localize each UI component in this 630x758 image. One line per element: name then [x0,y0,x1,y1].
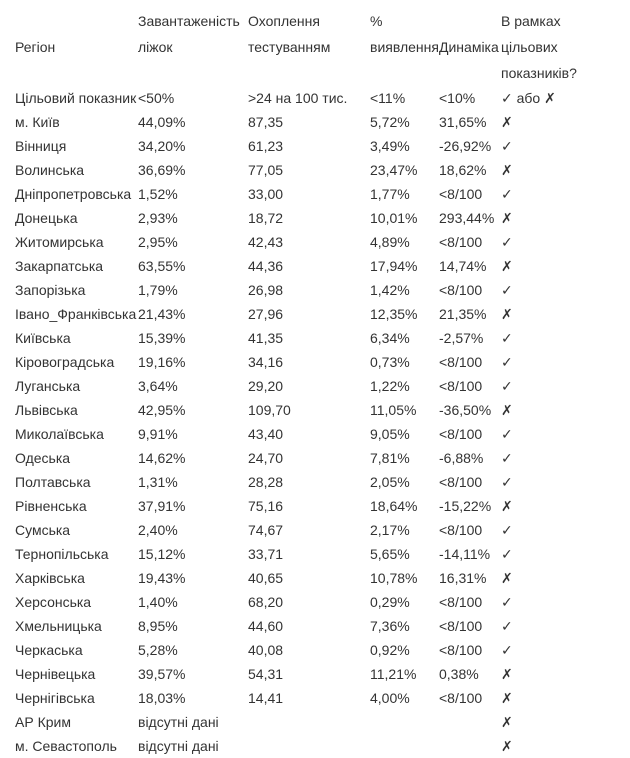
cell-testing-coverage: 18,72 [248,210,284,226]
cell-status: ✗ [501,690,513,706]
cell-status: ✓ [501,378,513,394]
cell-status: ✓ [501,522,513,538]
cell-region: Харківська [15,570,85,586]
cell-detection-rate: 7,36% [370,618,410,634]
cell-testing-coverage: 41,35 [248,330,284,346]
table-row [15,734,611,758]
cell-dynamics: <8/100 [439,234,483,250]
cell-status: ✗ [501,498,513,514]
cell-status: ✓ [501,186,513,202]
cell-dynamics: <8/100 [439,354,483,370]
cell-bed-occupancy: відсутні дані [138,714,219,730]
cell-detection-rate: 7,81% [370,450,410,466]
cell-dynamics: <8/100 [439,186,483,202]
cell-bed-occupancy: 37,91% [138,498,186,514]
cell-bed-occupancy: 8,95% [138,618,178,634]
cell-status: ✓ [501,546,513,562]
cell-testing-coverage: 77,05 [248,162,284,178]
cell-detection-rate [370,710,439,734]
cell-bed-occupancy: 21,43% [138,306,186,322]
cell-testing-coverage: 40,08 [248,642,284,658]
cell-dynamics: 18,62% [439,162,487,178]
table-row [15,566,611,590]
cell-detection-rate: 9,05% [370,426,410,442]
cell-bed-occupancy: 63,55% [138,258,186,274]
cell-status: ✗ [501,210,513,226]
cell-region: Одеська [15,450,71,466]
cell-testing-coverage: 33,00 [248,186,284,202]
cell-testing-coverage: 26,98 [248,282,284,298]
cell-detection-rate: 0,73% [370,354,410,370]
cell-testing-coverage: 44,60 [248,618,284,634]
cell-bed-occupancy: 9,91% [138,426,178,442]
table-row [15,326,611,350]
cell-region: Рівненська [15,498,87,514]
cell-dynamics: <8/100 [439,378,483,394]
cell-region: Вінниця [15,138,67,154]
cell-bed-occupancy: 1,40% [138,594,178,610]
cell-region: Волинська [15,162,85,178]
cell-testing-coverage [248,710,370,734]
cell-bed-occupancy: 19,43% [138,570,186,586]
cell-region: Івано_Франківська [15,306,137,322]
cell-testing-coverage: 34,16 [248,354,284,370]
cell-testing-coverage [248,734,370,758]
cell-dynamics: <8/100 [439,690,483,706]
target-row [15,86,611,110]
table-row [15,254,611,278]
cell-status: ✓ [501,474,513,490]
cell-bed-occupancy: 5,28% [138,642,178,658]
cell-status: ✗ [501,114,513,130]
cell-testing-coverage: 87,35 [248,114,284,130]
cell-bed-occupancy: 3,64% [138,378,178,394]
cell-status: ✓ [501,642,513,658]
regions-table [15,0,611,758]
cell-detection-rate: 5,72% [370,114,410,130]
cell-region: Дніпропетровська [15,186,132,202]
cell-detection-rate: 10,78% [370,570,418,586]
cell-bed-occupancy: 39,57% [138,666,186,682]
cell-detection-rate: 23,47% [370,162,418,178]
cell-dynamics: 21,35% [439,306,487,322]
cell-detection-rate: 11,05% [370,402,417,418]
cell-testing-coverage: 14,41 [248,690,284,706]
table-row [15,638,611,662]
cell-testing-coverage: 24,70 [248,450,284,466]
table-row [15,206,611,230]
cell-detection-rate: 4,00% [370,690,410,706]
cell-testing-coverage: 109,70 [248,402,291,418]
cell-dynamics: -26,92% [439,138,492,154]
cell-dynamics: -36,50% [439,402,492,418]
cell-dynamics: <8/100 [439,426,483,442]
cell-bed-occupancy: 2,95% [138,234,178,250]
cell-region: Житомирська [15,234,104,250]
cell-region: м. Київ [15,114,60,130]
cell-testing-coverage: 43,40 [248,426,284,442]
cell-detection-rate: 3,49% [370,138,410,154]
cell-dynamics: -6,88% [439,450,484,466]
target-label: Цільовий показник [15,90,137,106]
cell-testing-coverage: 68,20 [248,594,284,610]
cell-testing-coverage: 75,16 [248,498,284,514]
cell-status: ✓ [501,426,513,442]
table-row [15,662,611,686]
cell-testing-coverage: 61,23 [248,138,284,154]
cell-detection-rate: 6,34% [370,330,410,346]
target-status: ✓ або ✗ [501,90,556,106]
cell-detection-rate: 2,17% [370,522,410,538]
cell-bed-occupancy: 1,79% [138,282,178,298]
cell-region: Тернопільська [15,546,109,562]
cell-dynamics: 293,44% [439,210,495,226]
cell-testing-coverage: 40,65 [248,570,284,586]
target-detection-rate: <11% [370,90,406,106]
cell-bed-occupancy: 1,52% [138,186,178,202]
header-detection-rate: % виявлення [370,13,439,55]
cell-detection-rate: 10,01% [370,210,418,226]
cell-detection-rate: 18,64% [370,498,418,514]
cell-detection-rate: 1,42% [370,282,410,298]
table-row [15,302,611,326]
cell-bed-occupancy: 1,31% [138,474,178,490]
cell-detection-rate: 11,21% [370,666,417,682]
cell-detection-rate: 12,35% [370,306,418,322]
cell-testing-coverage: 74,67 [248,522,284,538]
cell-dynamics: <8/100 [439,282,483,298]
cell-testing-coverage: 42,43 [248,234,284,250]
cell-region: Закарпатська [15,258,104,274]
cell-bed-occupancy: 14,62% [138,450,186,466]
cell-status: ✓ [501,450,513,466]
cell-dynamics: -2,57% [439,330,484,346]
cell-testing-coverage: 44,36 [248,258,284,274]
cell-region: Запорізька [15,282,86,298]
table-body [15,86,611,758]
cell-region: АР Крим [15,714,71,730]
cell-status: ✓ [501,594,513,610]
cell-bed-occupancy: 34,20% [138,138,186,154]
cell-region: Чернівецька [15,666,96,682]
cell-dynamics [439,710,501,734]
cell-region: м. Севастополь [15,738,117,754]
cell-status: ✗ [501,714,513,730]
table-row [15,542,611,566]
cell-status: ✗ [501,258,513,274]
header-dynamics: Динаміка [439,39,499,55]
cell-bed-occupancy: 18,03% [138,690,186,706]
header-within-targets: В рамках цільових показників? [501,13,577,81]
cell-status: ✓ [501,354,513,370]
cell-testing-coverage: 28,28 [248,474,284,490]
cell-status: ✓ [501,618,513,634]
header-region: Регіон [15,39,56,55]
cell-detection-rate: 4,89% [370,234,410,250]
cell-status: ✓ [501,138,513,154]
cell-status: ✓ [501,282,513,298]
table-row [15,110,611,134]
cell-region: Миколаївська [15,426,104,442]
cell-bed-occupancy: 15,12% [138,546,186,562]
table-row [15,230,611,254]
target-dynamics: <10% [439,90,476,106]
cell-detection-rate: 0,29% [370,594,410,610]
table-row [15,374,611,398]
cell-testing-coverage: 33,71 [248,546,284,562]
cell-status: ✓ [501,234,513,250]
cell-bed-occupancy: 42,95% [138,402,186,418]
target-testing-coverage: >24 на 100 тис. [248,90,348,106]
table-row [15,494,611,518]
cell-status: ✗ [501,402,513,418]
cell-region: Херсонська [15,594,92,610]
cell-detection-rate: 17,94% [370,258,418,274]
cell-dynamics: 16,31% [439,570,487,586]
cell-region: Львівська [15,402,78,418]
table-row [15,710,611,734]
cell-region: Донецька [15,210,78,226]
cell-region: Кіровоградська [15,354,115,370]
table-row [15,590,611,614]
cell-region: Київська [15,330,71,346]
table-row [15,518,611,542]
table-row [15,134,611,158]
cell-dynamics [439,734,501,758]
cell-bed-occupancy: 44,09% [138,114,186,130]
cell-dynamics: <8/100 [439,522,483,538]
table-row [15,182,611,206]
table-row [15,686,611,710]
cell-detection-rate: 5,65% [370,546,410,562]
table-row [15,470,611,494]
cell-detection-rate: 0,92% [370,642,410,658]
cell-testing-coverage: 29,20 [248,378,284,394]
table-row [15,350,611,374]
table-row [15,422,611,446]
table-header [15,0,611,86]
cell-detection-rate [370,734,439,758]
cell-testing-coverage: 27,96 [248,306,284,322]
cell-status: ✓ [501,330,513,346]
header-bed-occupancy: Завантаженість ліжок [138,13,240,55]
cell-dynamics: -14,11% [439,546,491,562]
cell-bed-occupancy: 36,69% [138,162,186,178]
cell-region: Полтавська [15,474,91,490]
cell-status: ✗ [501,666,513,682]
table-row [15,398,611,422]
cell-status: ✗ [501,162,513,178]
header-testing-coverage: Охоплення тестуванням [248,13,331,55]
cell-detection-rate: 2,05% [370,474,410,490]
cell-dynamics: -15,22% [439,498,492,514]
cell-detection-rate: 1,77% [370,186,410,202]
cell-bed-occupancy: відсутні дані [138,738,219,754]
cell-dynamics: <8/100 [439,642,483,658]
target-bed-occupancy: <50% [138,90,175,106]
header-row [15,0,611,86]
cell-region: Луганська [15,378,81,394]
cell-status: ✗ [501,570,513,586]
table-row [15,446,611,470]
table-row [15,158,611,182]
cell-bed-occupancy: 15,39% [138,330,186,346]
cell-bed-occupancy: 19,16% [138,354,186,370]
cell-dynamics: 31,65% [439,114,487,130]
cell-status: ✗ [501,306,513,322]
table-row [15,614,611,638]
cell-dynamics: 0,38% [439,666,479,682]
cell-dynamics: <8/100 [439,594,483,610]
cell-region: Черкаська [15,642,83,658]
cell-testing-coverage: 54,31 [248,666,284,682]
cell-detection-rate: 1,22% [370,378,410,394]
cell-bed-occupancy: 2,93% [138,210,178,226]
cell-region: Сумська [15,522,71,538]
cell-dynamics: <8/100 [439,474,483,490]
cell-status: ✗ [501,738,513,754]
cell-dynamics: 14,74% [439,258,487,274]
cell-bed-occupancy: 2,40% [138,522,178,538]
cell-region: Чернігівська [15,690,95,706]
cell-region: Хмельницька [15,618,102,634]
table-row [15,278,611,302]
cell-dynamics: <8/100 [439,618,483,634]
